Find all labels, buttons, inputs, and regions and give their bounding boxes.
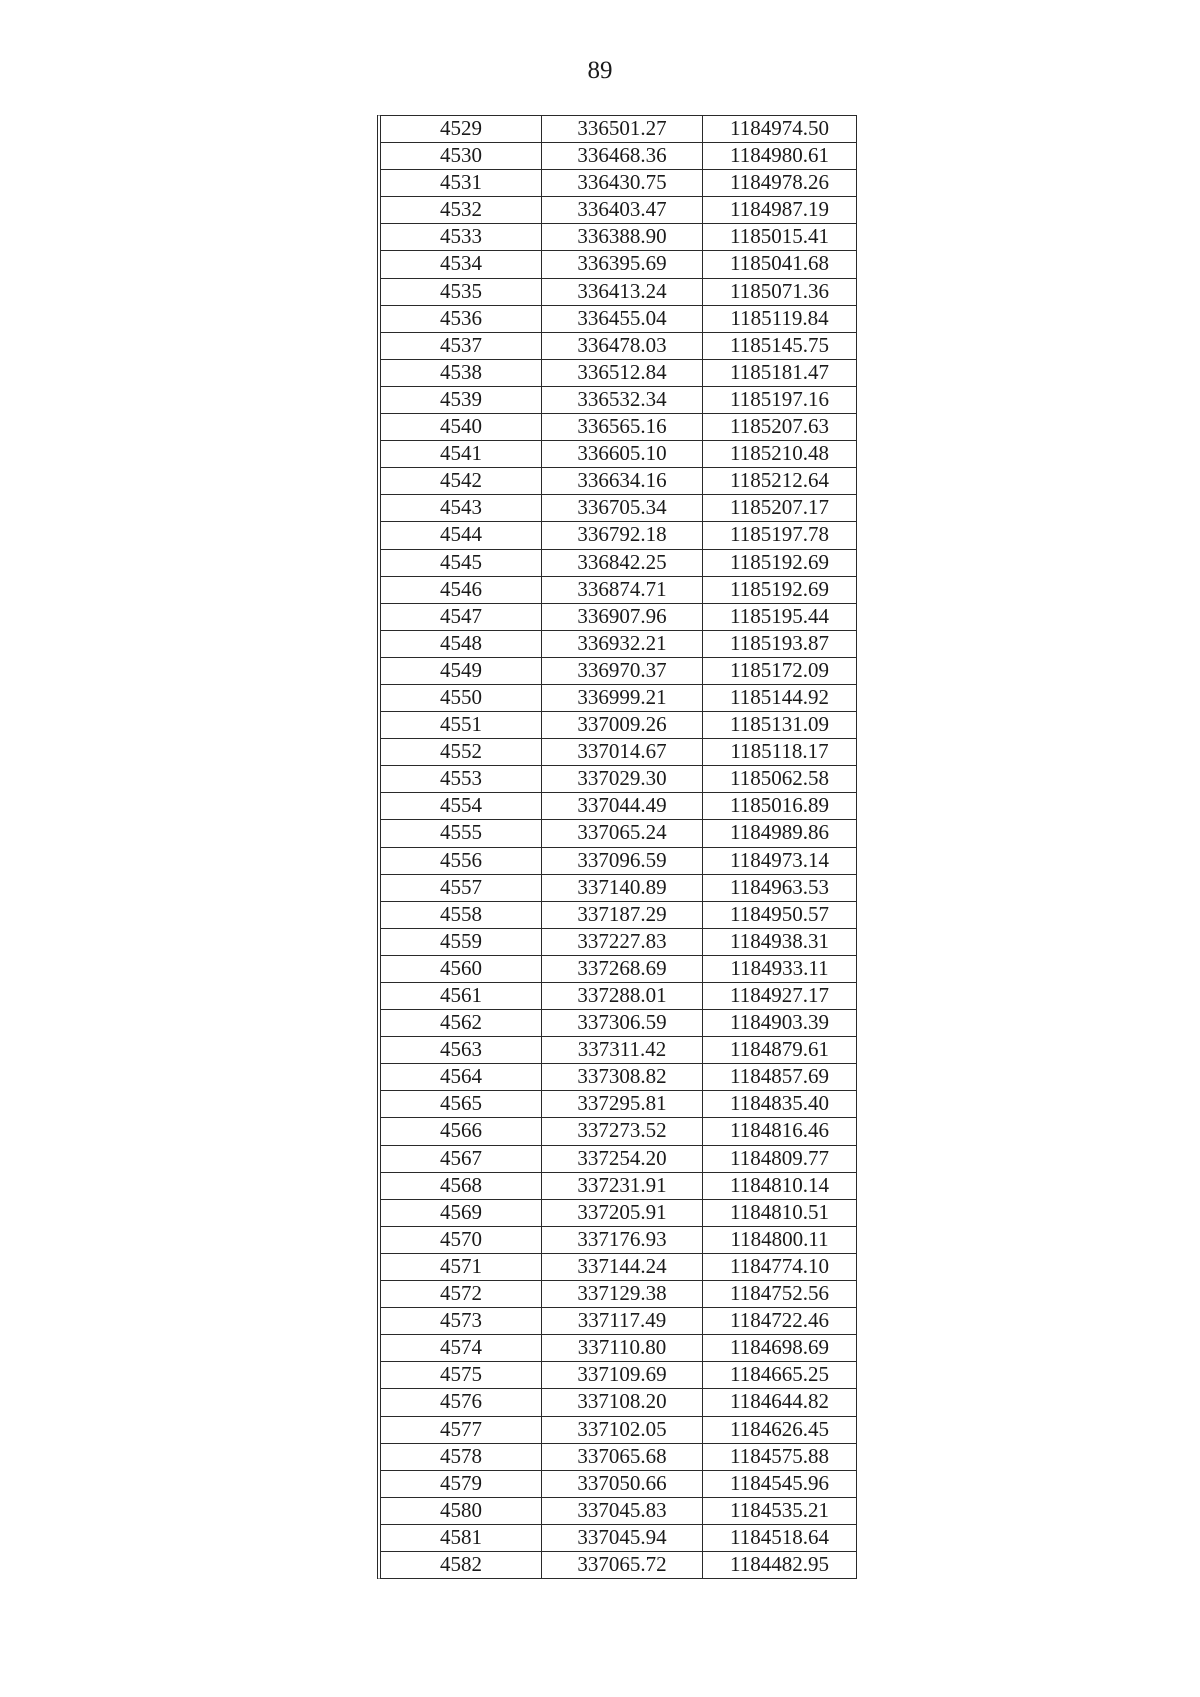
table-row	[381, 1145, 856, 1172]
point-number-cell: 4540	[381, 414, 542, 441]
y-coordinate-cell: 1185210.48	[703, 441, 857, 468]
point-number-cell: 4566	[381, 1118, 542, 1145]
point-number-cell: 4563	[381, 1037, 542, 1064]
table-row	[381, 874, 856, 901]
table-row	[381, 1281, 856, 1308]
point-number-cell: 4578	[381, 1443, 542, 1470]
table-row	[381, 1172, 856, 1199]
table-row	[381, 1010, 856, 1037]
table-row	[381, 251, 856, 278]
point-number-cell: 4530	[381, 143, 542, 170]
y-coordinate-cell: 1184575.88	[703, 1443, 857, 1470]
y-coordinate-cell: 1184989.86	[703, 820, 857, 847]
x-coordinate-cell: 336970.37	[542, 657, 703, 684]
table-row	[381, 657, 856, 684]
y-coordinate-cell: 1184722.46	[703, 1308, 857, 1335]
y-coordinate-cell: 1184518.64	[703, 1524, 857, 1551]
table-row	[381, 1551, 856, 1578]
x-coordinate-cell: 337129.38	[542, 1281, 703, 1308]
point-number-cell: 4559	[381, 928, 542, 955]
page-number: 89	[587, 57, 613, 84]
point-number-cell: 4536	[381, 305, 542, 332]
y-coordinate-cell: 1185192.69	[703, 549, 857, 576]
table-row	[381, 1037, 856, 1064]
x-coordinate-cell: 337254.20	[542, 1145, 703, 1172]
x-coordinate-cell: 336932.21	[542, 630, 703, 657]
x-coordinate-cell: 337102.05	[542, 1416, 703, 1443]
y-coordinate-cell: 1184980.61	[703, 143, 857, 170]
point-number-cell: 4554	[381, 793, 542, 820]
table-row	[381, 847, 856, 874]
x-coordinate-cell: 337295.81	[542, 1091, 703, 1118]
table-row	[381, 1497, 856, 1524]
point-number-cell: 4553	[381, 766, 542, 793]
y-coordinate-cell: 1185197.16	[703, 386, 857, 413]
y-coordinate-cell: 1185119.84	[703, 305, 857, 332]
table-row	[381, 1199, 856, 1226]
table-row	[381, 359, 856, 386]
table-row	[381, 1118, 856, 1145]
table-row	[381, 224, 856, 251]
table-row	[381, 468, 856, 495]
point-number-cell: 4542	[381, 468, 542, 495]
point-number-cell: 4567	[381, 1145, 542, 1172]
point-number-cell: 4535	[381, 278, 542, 305]
x-coordinate-cell: 337311.42	[542, 1037, 703, 1064]
point-number-cell: 4532	[381, 197, 542, 224]
table-row	[381, 332, 856, 359]
y-coordinate-cell: 1185193.87	[703, 630, 857, 657]
y-coordinate-cell: 1185207.17	[703, 495, 857, 522]
x-coordinate-cell: 337306.59	[542, 1010, 703, 1037]
x-coordinate-cell: 337308.82	[542, 1064, 703, 1091]
table-row	[381, 549, 856, 576]
point-number-cell: 4577	[381, 1416, 542, 1443]
y-coordinate-cell: 1185071.36	[703, 278, 857, 305]
point-number-cell: 4534	[381, 251, 542, 278]
table-row	[381, 143, 856, 170]
table-row	[381, 522, 856, 549]
table-row	[381, 278, 856, 305]
table-row	[381, 1443, 856, 1470]
y-coordinate-cell: 1185181.47	[703, 359, 857, 386]
x-coordinate-cell: 336455.04	[542, 305, 703, 332]
x-coordinate-cell: 336403.47	[542, 197, 703, 224]
x-coordinate-cell: 336388.90	[542, 224, 703, 251]
point-number-cell: 4560	[381, 955, 542, 982]
point-number-cell: 4558	[381, 901, 542, 928]
y-coordinate-cell: 1185144.92	[703, 684, 857, 711]
point-number-cell: 4572	[381, 1281, 542, 1308]
point-number-cell: 4561	[381, 983, 542, 1010]
y-coordinate-cell: 1184974.50	[703, 116, 857, 143]
point-number-cell: 4570	[381, 1226, 542, 1253]
x-coordinate-cell: 336999.21	[542, 684, 703, 711]
x-coordinate-cell: 337050.66	[542, 1470, 703, 1497]
x-coordinate-cell: 336532.34	[542, 386, 703, 413]
table-row	[381, 1335, 856, 1362]
table-row	[381, 1524, 856, 1551]
y-coordinate-cell: 1185118.17	[703, 739, 857, 766]
y-coordinate-cell: 1184810.51	[703, 1199, 857, 1226]
table-row	[381, 386, 856, 413]
x-coordinate-cell: 336634.16	[542, 468, 703, 495]
point-number-cell: 4556	[381, 847, 542, 874]
point-number-cell: 4571	[381, 1253, 542, 1280]
point-number-cell: 4551	[381, 712, 542, 739]
point-number-cell: 4575	[381, 1362, 542, 1389]
x-coordinate-cell: 336501.27	[542, 116, 703, 143]
y-coordinate-cell: 1185016.89	[703, 793, 857, 820]
x-coordinate-cell: 336565.16	[542, 414, 703, 441]
point-number-cell: 4549	[381, 657, 542, 684]
x-coordinate-cell: 336395.69	[542, 251, 703, 278]
point-number-cell: 4545	[381, 549, 542, 576]
x-coordinate-cell: 337065.72	[542, 1551, 703, 1578]
y-coordinate-cell: 1184809.77	[703, 1145, 857, 1172]
x-coordinate-cell: 337268.69	[542, 955, 703, 982]
x-coordinate-cell: 337045.83	[542, 1497, 703, 1524]
table-row	[381, 955, 856, 982]
x-coordinate-cell: 337144.24	[542, 1253, 703, 1280]
table-row	[381, 1091, 856, 1118]
table-row	[381, 1308, 856, 1335]
table-row	[381, 495, 856, 522]
x-coordinate-cell: 337273.52	[542, 1118, 703, 1145]
y-coordinate-cell: 1184626.45	[703, 1416, 857, 1443]
y-coordinate-cell: 1184903.39	[703, 1010, 857, 1037]
x-coordinate-cell: 337140.89	[542, 874, 703, 901]
point-number-cell: 4565	[381, 1091, 542, 1118]
point-number-cell: 4533	[381, 224, 542, 251]
point-number-cell: 4547	[381, 603, 542, 630]
point-number-cell: 4557	[381, 874, 542, 901]
x-coordinate-cell: 336705.34	[542, 495, 703, 522]
table-row	[381, 576, 856, 603]
table-row	[381, 630, 856, 657]
y-coordinate-cell: 1184774.10	[703, 1253, 857, 1280]
point-number-cell: 4573	[381, 1308, 542, 1335]
point-number-cell: 4574	[381, 1335, 542, 1362]
x-coordinate-cell: 337109.69	[542, 1362, 703, 1389]
table-row	[381, 305, 856, 332]
x-coordinate-cell: 337096.59	[542, 847, 703, 874]
x-coordinate-cell: 337288.01	[542, 983, 703, 1010]
y-coordinate-cell: 1184644.82	[703, 1389, 857, 1416]
x-coordinate-cell: 337187.29	[542, 901, 703, 928]
y-coordinate-cell: 1185015.41	[703, 224, 857, 251]
table-row	[381, 820, 856, 847]
y-coordinate-cell: 1185145.75	[703, 332, 857, 359]
x-coordinate-cell: 337029.30	[542, 766, 703, 793]
y-coordinate-cell: 1184857.69	[703, 1064, 857, 1091]
y-coordinate-cell: 1184665.25	[703, 1362, 857, 1389]
y-coordinate-cell: 1185192.69	[703, 576, 857, 603]
x-coordinate-cell: 336842.25	[542, 549, 703, 576]
table-row	[381, 684, 856, 711]
y-coordinate-cell: 1185131.09	[703, 712, 857, 739]
y-coordinate-cell: 1185207.63	[703, 414, 857, 441]
y-coordinate-cell: 1184927.17	[703, 983, 857, 1010]
table-row	[381, 414, 856, 441]
table-row	[381, 712, 856, 739]
y-coordinate-cell: 1184978.26	[703, 170, 857, 197]
x-coordinate-cell: 337205.91	[542, 1199, 703, 1226]
table-row	[381, 1362, 856, 1389]
table-row	[381, 170, 856, 197]
table-row	[381, 1389, 856, 1416]
point-number-cell: 4529	[381, 116, 542, 143]
y-coordinate-cell: 1184535.21	[703, 1497, 857, 1524]
y-coordinate-cell: 1184973.14	[703, 847, 857, 874]
y-coordinate-cell: 1184545.96	[703, 1470, 857, 1497]
table-row	[381, 793, 856, 820]
y-coordinate-cell: 1185195.44	[703, 603, 857, 630]
point-number-cell: 4576	[381, 1389, 542, 1416]
point-number-cell: 4543	[381, 495, 542, 522]
x-coordinate-cell: 337009.26	[542, 712, 703, 739]
table-row	[381, 1416, 856, 1443]
table-row	[381, 603, 856, 630]
y-coordinate-cell: 1184933.11	[703, 955, 857, 982]
x-coordinate-cell: 337117.49	[542, 1308, 703, 1335]
x-coordinate-cell: 336430.75	[542, 170, 703, 197]
y-coordinate-cell: 1184816.46	[703, 1118, 857, 1145]
table-row	[381, 928, 856, 955]
point-number-cell: 4564	[381, 1064, 542, 1091]
point-number-cell: 4555	[381, 820, 542, 847]
table-row	[381, 1470, 856, 1497]
x-coordinate-cell: 337045.94	[542, 1524, 703, 1551]
x-coordinate-cell: 337110.80	[542, 1335, 703, 1362]
x-coordinate-cell: 337065.24	[542, 820, 703, 847]
table-row	[381, 1253, 856, 1280]
x-coordinate-cell: 337227.83	[542, 928, 703, 955]
table-row	[381, 901, 856, 928]
table-body	[381, 116, 856, 1578]
x-coordinate-cell: 336792.18	[542, 522, 703, 549]
point-number-cell: 4531	[381, 170, 542, 197]
x-coordinate-cell: 337014.67	[542, 739, 703, 766]
x-coordinate-cell: 336413.24	[542, 278, 703, 305]
y-coordinate-cell: 1185212.64	[703, 468, 857, 495]
point-number-cell: 4569	[381, 1199, 542, 1226]
y-coordinate-cell: 1184938.31	[703, 928, 857, 955]
table-row	[381, 441, 856, 468]
y-coordinate-cell: 1184810.14	[703, 1172, 857, 1199]
y-coordinate-cell: 1185172.09	[703, 657, 857, 684]
table-row	[381, 766, 856, 793]
x-coordinate-cell: 336478.03	[542, 332, 703, 359]
table-row	[381, 739, 856, 766]
y-coordinate-cell: 1184950.57	[703, 901, 857, 928]
point-number-cell: 4580	[381, 1497, 542, 1524]
y-coordinate-cell: 1185197.78	[703, 522, 857, 549]
point-number-cell: 4539	[381, 386, 542, 413]
coordinates-table	[377, 115, 857, 1579]
y-coordinate-cell: 1184482.95	[703, 1551, 857, 1578]
point-number-cell: 4581	[381, 1524, 542, 1551]
table-row	[381, 1226, 856, 1253]
table-row	[381, 197, 856, 224]
point-number-cell: 4548	[381, 630, 542, 657]
y-coordinate-cell: 1184963.53	[703, 874, 857, 901]
table-row	[381, 1064, 856, 1091]
x-coordinate-cell: 337176.93	[542, 1226, 703, 1253]
table-row	[381, 116, 856, 143]
x-coordinate-cell: 337044.49	[542, 793, 703, 820]
y-coordinate-cell: 1184987.19	[703, 197, 857, 224]
point-number-cell: 4544	[381, 522, 542, 549]
point-number-cell: 4568	[381, 1172, 542, 1199]
point-number-cell: 4541	[381, 441, 542, 468]
point-number-cell: 4546	[381, 576, 542, 603]
x-coordinate-cell: 336512.84	[542, 359, 703, 386]
point-number-cell: 4582	[381, 1551, 542, 1578]
table-row	[381, 983, 856, 1010]
x-coordinate-cell: 336468.36	[542, 143, 703, 170]
point-number-cell: 4537	[381, 332, 542, 359]
y-coordinate-cell: 1184879.61	[703, 1037, 857, 1064]
y-coordinate-cell: 1184698.69	[703, 1335, 857, 1362]
y-coordinate-cell: 1185062.58	[703, 766, 857, 793]
x-coordinate-cell: 336874.71	[542, 576, 703, 603]
x-coordinate-cell: 337231.91	[542, 1172, 703, 1199]
x-coordinate-cell: 336907.96	[542, 603, 703, 630]
y-coordinate-cell: 1184835.40	[703, 1091, 857, 1118]
y-coordinate-cell: 1184800.11	[703, 1226, 857, 1253]
point-number-cell: 4552	[381, 739, 542, 766]
y-coordinate-cell: 1184752.56	[703, 1281, 857, 1308]
y-coordinate-cell: 1185041.68	[703, 251, 857, 278]
point-number-cell: 4550	[381, 684, 542, 711]
x-coordinate-cell: 337065.68	[542, 1443, 703, 1470]
x-coordinate-cell: 336605.10	[542, 441, 703, 468]
point-number-cell: 4538	[381, 359, 542, 386]
x-coordinate-cell: 337108.20	[542, 1389, 703, 1416]
point-number-cell: 4562	[381, 1010, 542, 1037]
point-number-cell: 4579	[381, 1470, 542, 1497]
